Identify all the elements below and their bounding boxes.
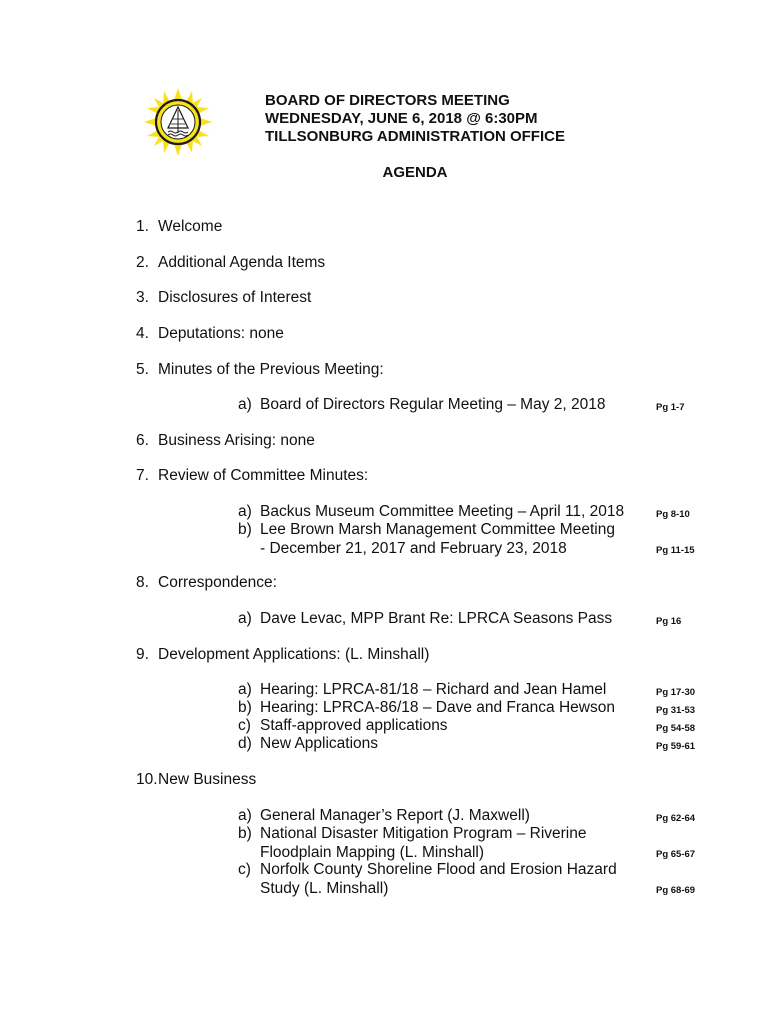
page-reference: Pg 62-64 [656,813,696,824]
item-text: Additional Agenda Items [158,254,326,271]
sub-item [238,681,606,700]
page-reference: Pg 16 [656,616,682,627]
header-line-2: WEDNESDAY, JUNE 6, 2018 @ 6:30PM [265,110,538,127]
item-text: New Business [158,771,257,788]
sub-item-letter: a) [238,503,252,520]
meeting-header [265,92,565,146]
sub-item [238,861,617,898]
item-number: 4. [136,325,149,342]
sub-item-letter: a) [238,807,252,824]
page-reference: Pg 59-61 [656,741,696,752]
sub-item-continuation: Study (L. Minshall) [260,879,389,897]
sub-item-letter: a) [238,610,252,627]
agenda-item [136,646,429,664]
sub-item-text: Lee Brown Marsh Management Committee Meeting [260,521,615,538]
page-reference: Pg 8-10 [656,509,690,520]
header-line-1: BOARD OF DIRECTORS MEETING [265,92,510,109]
item-text: Business Arising: none [158,432,315,449]
agenda-item [136,574,277,592]
sub-item-text: Board of Directors Regular Meeting – May 2, 2018 [260,396,606,413]
sub-item [238,699,615,718]
agenda-item [136,218,222,236]
page-reference: Pg 65-67 [656,849,696,860]
sub-item [238,807,530,826]
sub-item-letter: b) [238,521,252,538]
item-text: Minutes of the Previous Meeting: [158,361,384,378]
sub-item-text: Norfolk County Shoreline Flood and Erosion Hazard [260,861,617,878]
sub-item-letter: a) [238,681,252,698]
conservation-authority-logo [144,88,212,156]
item-number: 2. [136,254,149,271]
header-line-3: TILLSONBURG ADMINISTRATION OFFICE [265,128,565,145]
sub-item [238,717,448,736]
sub-item-continuation: Floodplain Mapping (L. Minshall) [260,843,485,861]
sub-item [238,503,624,522]
item-number: 3. [136,289,149,306]
item-text: Welcome [158,218,223,235]
page-reference: Pg 31-53 [656,705,696,716]
sub-item-letter: c) [238,861,251,878]
sub-item [238,396,605,415]
sub-item [238,610,612,629]
item-number: 9. [136,646,149,663]
item-number: 10. [136,771,158,788]
page-reference: Pg 68-69 [656,885,696,896]
sub-item-letter: a) [238,396,252,413]
sub-item-letter: b) [238,699,252,716]
sub-item-continuation: - December 21, 2017 and February 23, 2018 [260,539,567,557]
agenda-item [136,289,311,307]
sub-item-text: General Manager’s Report (J. Maxwell) [260,807,530,824]
agenda-item [136,254,325,272]
agenda-title: AGENDA [382,164,448,181]
sub-item-letter: d) [238,735,252,752]
item-number: 5. [136,361,149,378]
sub-item [238,735,378,754]
sub-item-text: Staff-approved applications [260,717,448,734]
sub-item-letter: b) [238,825,252,842]
sub-item-text: New Applications [260,735,379,752]
item-number: 8. [136,574,149,591]
page-reference: Pg 11-15 [656,545,695,556]
sub-item [238,825,587,862]
item-text: Development Applications: (L. Minshall) [158,646,430,663]
sub-item [238,521,615,558]
sub-item-text: Hearing: LPRCA-81/18 – Richard and Jean Hamel [260,681,607,698]
page-reference: Pg 54-58 [656,723,696,734]
sub-item-letter: c) [238,717,251,734]
agenda-item [136,325,284,343]
page-reference: Pg 1-7 [656,402,685,413]
item-number: 1. [136,218,149,235]
item-text: Review of Committee Minutes: [158,467,369,484]
sub-item-text: Backus Museum Committee Meeting – April 11, 2018 [260,503,625,520]
agenda-item [136,432,315,450]
sub-item-text: Dave Levac, MPP Brant Re: LPRCA Seasons Pass [260,610,613,627]
item-number: 6. [136,432,149,449]
item-text: Correspondence: [158,574,277,591]
sub-item-text: Hearing: LPRCA-86/18 – Dave and Franca Hewson [260,699,615,716]
agenda-item [136,467,368,485]
page-reference: Pg 17-30 [656,687,696,698]
item-text: Disclosures of Interest [158,289,312,306]
sub-item-text: National Disaster Mitigation Program – Riverine [260,825,587,842]
agenda-item [136,771,256,789]
item-number: 7. [136,467,149,484]
agenda-item [136,361,384,379]
item-text: Deputations: none [158,325,284,342]
